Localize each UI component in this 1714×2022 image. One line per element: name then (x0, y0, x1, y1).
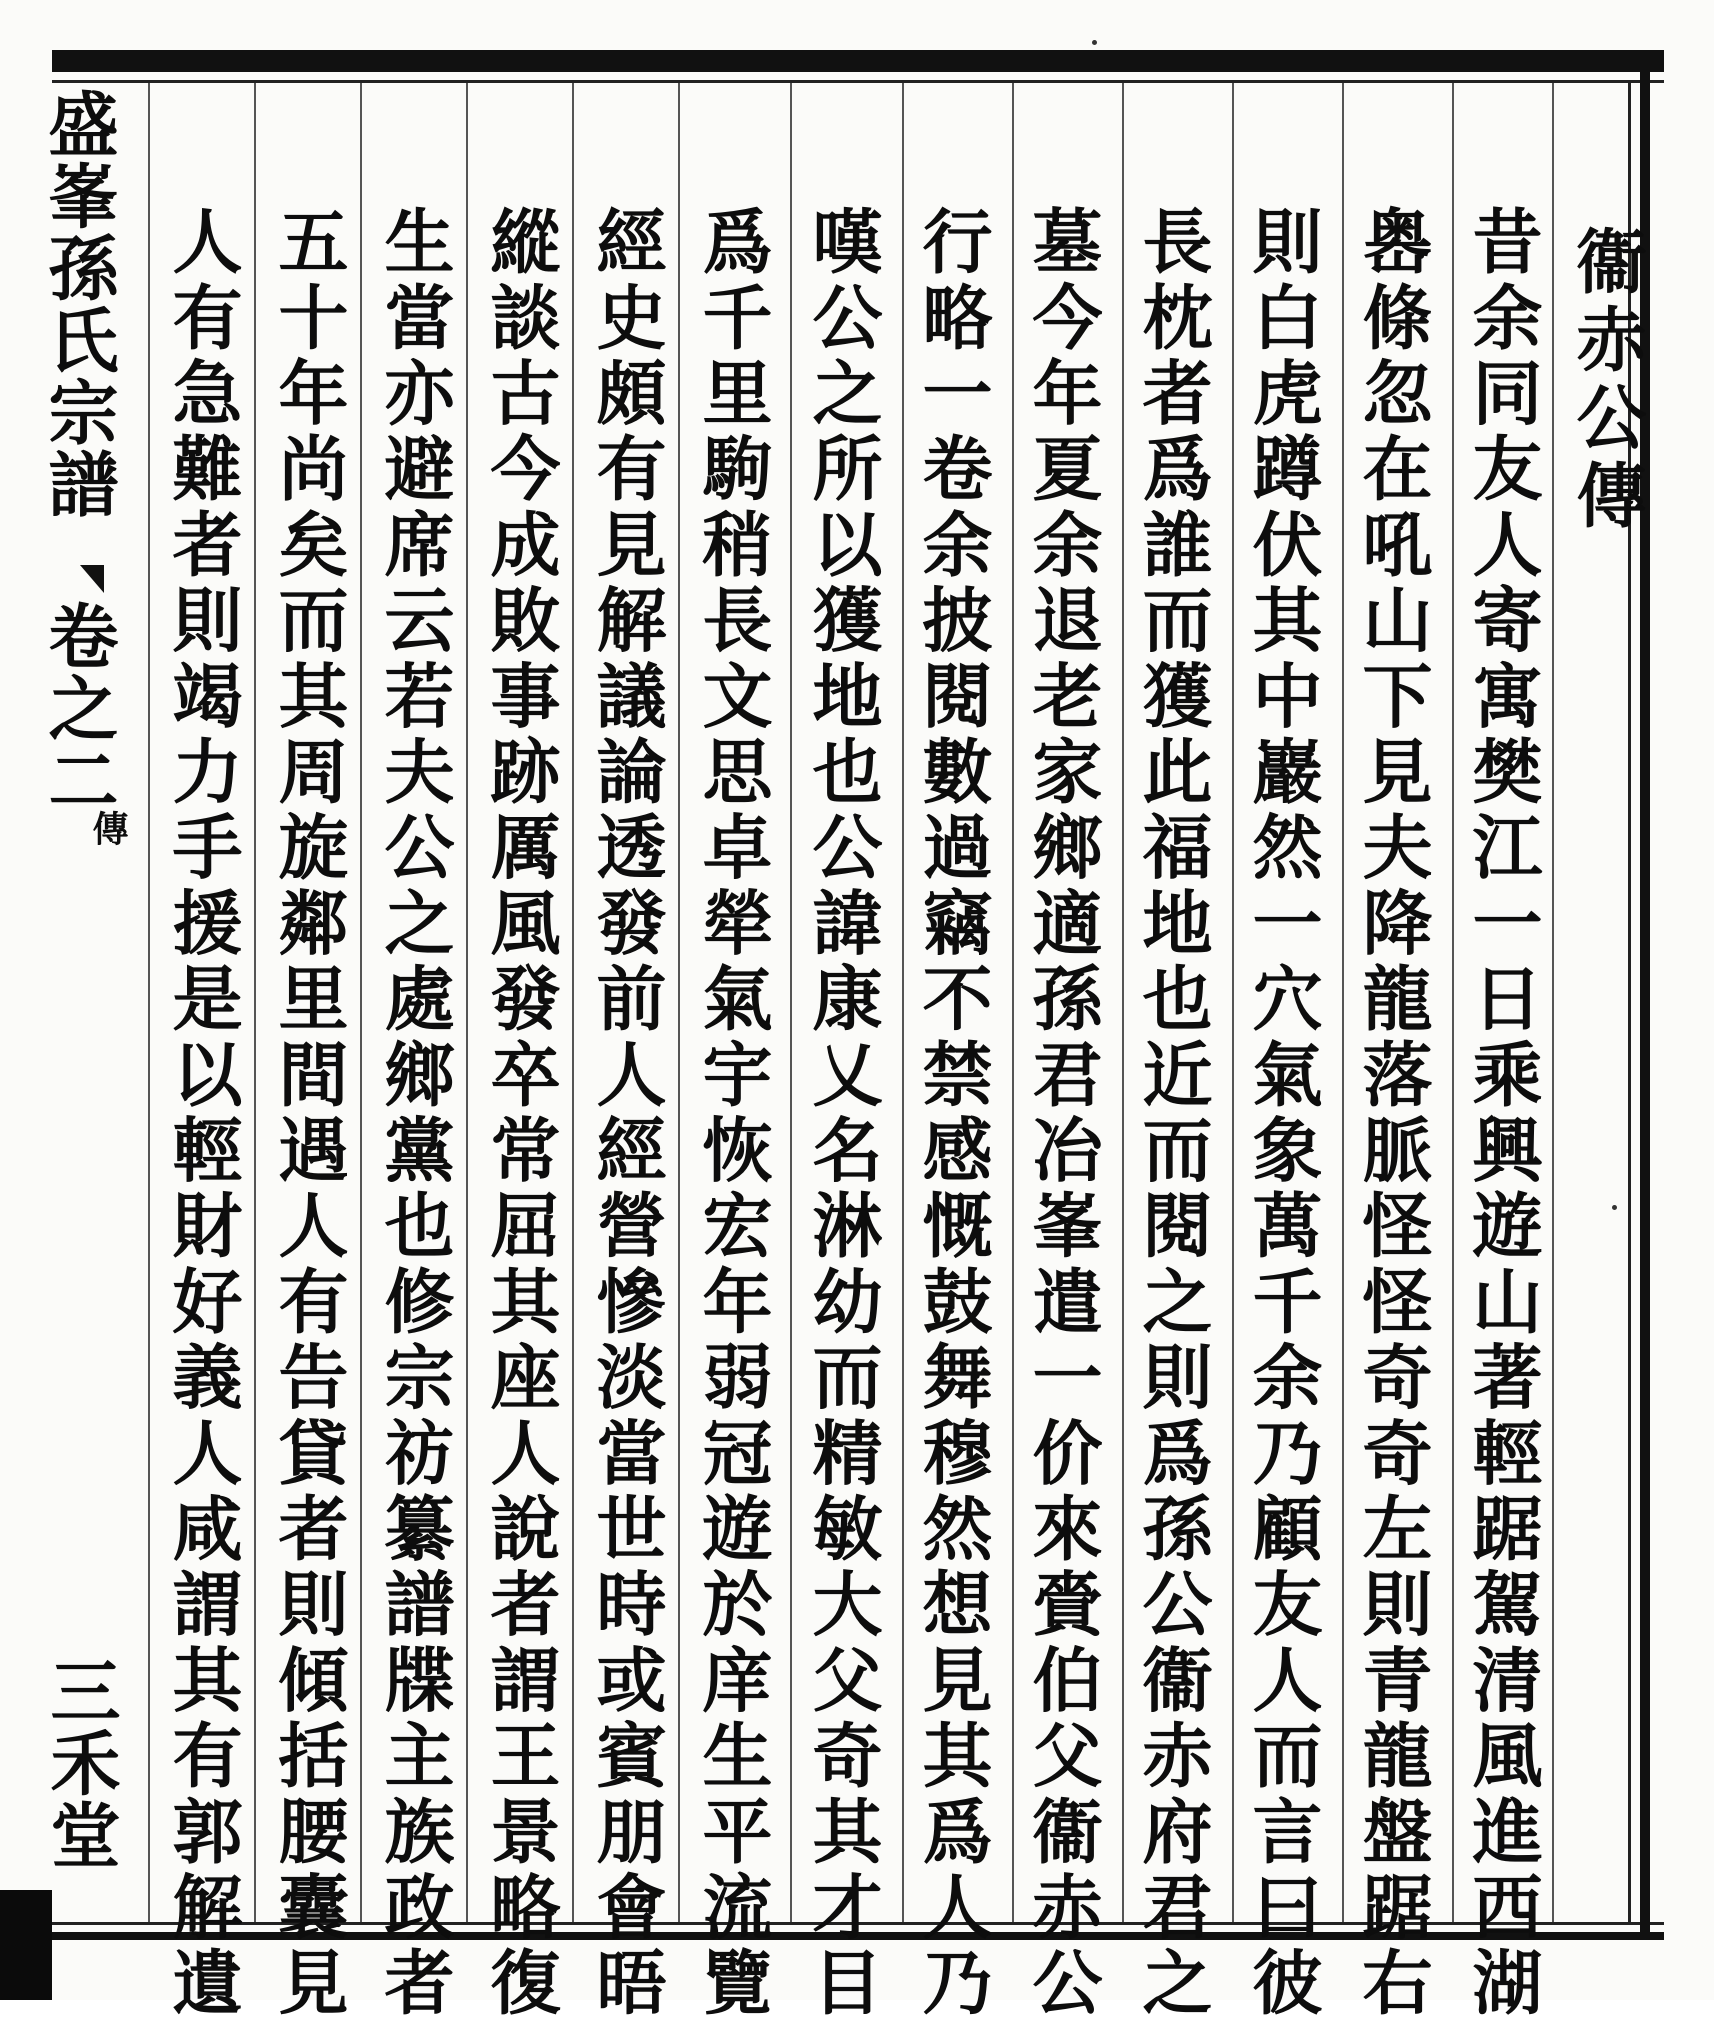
margin-volume-label: 卷之二 (37, 600, 120, 816)
text-column-13: 人有急難者則竭力手援是以輕財好義人咸謂其有郭解遺 (161, 205, 244, 2022)
ink-speck (1612, 1205, 1617, 1210)
text-column-8: 爲千里駒稍長文思卓犖氣宇恢宏年弱冠遊於庠生平流覽 (691, 205, 774, 2022)
fish-tail-mark (80, 565, 104, 593)
text-column-10: 縱談古今成敗事跡厲風發卒常屈其座人說者謂王景略復 (479, 205, 562, 2022)
text-column-7: 嘆公之所以獲地也公諱康乂名淋幼而精敏大父奇其才目 (801, 205, 884, 2022)
text-column-11: 生當亦避席云若夫公之處鄉黨也修宗祊纂譜牒主族政者 (373, 205, 456, 2022)
text-column-9: 經史頗有見解議論透發前人經營慘淡當世時或賓朋會晤 (585, 205, 668, 2022)
text-column-4: 長枕者爲誰而獲此福地也近而閱之則爲孫公衞赤府君之 (1131, 205, 1214, 2022)
left-edge-shadow (0, 1890, 52, 2000)
margin-genealogy-title: 盛峯孫氏宗譜 (37, 88, 120, 520)
text-column-5: 墓今年夏余退老家鄉適孫君冶峯遣一价來賫伯父衞赤公 (1021, 205, 1104, 2022)
margin-hall-name: 三禾堂 (39, 1655, 122, 1871)
text-column-6: 行略一卷余披閱數過竊不禁感慨鼓舞穆然想見其爲人乃 (911, 205, 994, 2022)
text-column-3: 則白虎蹲伏其中巖然一穴氣象萬千余乃顧友人而言曰彼 (1241, 205, 1324, 2022)
top-border (52, 50, 1664, 72)
ink-speck (1092, 40, 1097, 45)
text-column-2: 嶴條忽在吼山下見夫降龍落脈怪怪奇奇左則青龍盤踞右 (1351, 205, 1434, 2022)
text-column-12: 五十年尚矣而其周旋鄰里間遇人有告貸者則傾括腰囊見 (267, 205, 350, 2022)
biography-title: 衞赤公傳 (1565, 225, 1648, 537)
margin-section-label: 傳 (87, 810, 129, 846)
text-column-1: 昔余同友人寄寓樊江一日乘興遊山著輕踞駕清風進西湖 (1461, 205, 1544, 2022)
top-inner-border (52, 80, 1664, 83)
